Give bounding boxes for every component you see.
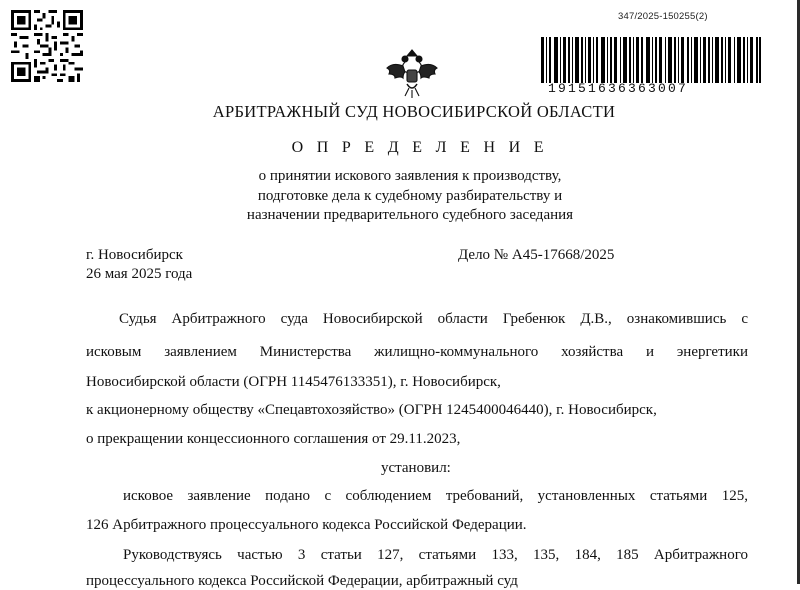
barcode-number: 19151636363007 bbox=[548, 81, 689, 96]
subject-line: назначении предварительного судебного заседания bbox=[246, 207, 574, 223]
body-line: 126 Арбитражного процессуального кодекса Российской Федерации. bbox=[86, 517, 527, 533]
qr-code bbox=[11, 10, 83, 82]
case-number: Дело № А45-17668/2025 bbox=[458, 247, 615, 263]
body-line: процессуального кодекса Российской Федерации, арбитражный суд bbox=[86, 573, 518, 589]
body-line: исковым заявлением Министерства жилищно-коммунального хозяйства и энергетики bbox=[86, 344, 748, 360]
document-date: 26 мая 2025 года bbox=[86, 266, 193, 282]
body-line: исковое заявление подано с соблюдением требований, установленных статьями 125, bbox=[123, 488, 748, 504]
city: г. Новосибирск bbox=[86, 247, 183, 263]
document-code: 347/2025-150255(2) bbox=[618, 11, 708, 22]
body-line: к акционерному обществу «Спецавтохозяйство» (ОГРН 1245400046440), г. Новосибирск, bbox=[86, 402, 657, 418]
court-name: АРБИТРАЖНЫЙ СУД НОВОСИБИРСКОЙ ОБЛАСТИ bbox=[212, 102, 616, 121]
subject-line: подготовке дела к судебному разбирательству и bbox=[257, 187, 563, 204]
subject-line: о принятии искового заявления к производству, bbox=[258, 168, 562, 184]
coat-of-arms-emblem bbox=[383, 48, 441, 100]
body-line: Руководствуясь частью 3 статьи 127, статьями 133, 135, 184, 185 Арбитражного bbox=[123, 547, 748, 563]
document-subject bbox=[220, 167, 600, 226]
barcode bbox=[541, 37, 761, 85]
body-line: Судья Арбитражного суда Новосибирской области Гребенюк Д.В., ознакомившись с bbox=[119, 311, 748, 327]
body-line: о прекращении концессионного соглашения от 29.11.2023, bbox=[86, 431, 461, 447]
document-type-title: О П Р Е Д Е Л Е Н И Е bbox=[291, 139, 549, 156]
body-line: Новосибирской области (ОГРН 1145476133351), г. Новосибирск, bbox=[86, 374, 501, 390]
body-line-heading: установил: bbox=[381, 460, 451, 476]
